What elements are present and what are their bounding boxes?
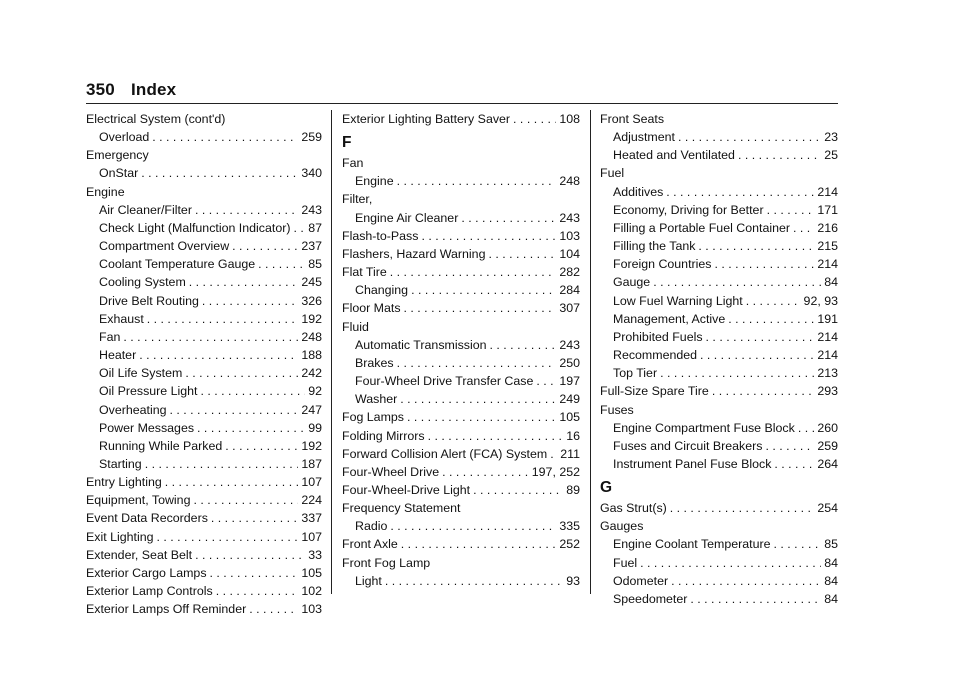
dot-leader [700, 346, 814, 364]
entry-term: Instrument Panel Fuse Block [613, 456, 772, 471]
index-entry [342, 263, 580, 281]
dot-leader [461, 209, 556, 227]
index-entry [86, 473, 322, 491]
index-entry [86, 564, 322, 582]
dot-leader [195, 546, 305, 564]
index-subentry [86, 237, 322, 255]
entry-term: Folding Mirrors [342, 428, 425, 443]
entry-term: Four-Wheel Drive Transfer Case [355, 374, 534, 389]
index-subentry [600, 310, 838, 328]
index-heading: Electrical System (cont'd) [86, 112, 226, 126]
dot-leader [706, 328, 815, 346]
entry-term: Gas Strut(s) [600, 501, 667, 516]
index-heading: Fuses [600, 402, 634, 417]
dot-leader [170, 401, 299, 419]
index-subentry [86, 219, 322, 237]
dot-leader [404, 299, 557, 317]
index-entry [342, 445, 580, 463]
index-entry [342, 427, 580, 445]
entry-term: Filling the Tank [613, 239, 696, 254]
page-number: 350 [86, 80, 115, 99]
dot-leader [390, 517, 556, 535]
dot-leader [390, 263, 557, 281]
entry-page-number: 93 [566, 573, 580, 588]
index-subentry [342, 336, 580, 354]
page-header [86, 80, 176, 100]
entry-term: Drive Belt Routing [99, 293, 199, 308]
entry-term: Front Axle [342, 537, 398, 552]
dot-leader [536, 372, 556, 390]
dot-leader [211, 509, 298, 527]
entry-term: Four-Wheel Drive [342, 464, 440, 479]
index-subentry [600, 554, 838, 572]
entry-term: Management, Active [613, 311, 726, 326]
entry-term: Air Cleaner/Filter [99, 202, 192, 217]
page-title: Index [130, 80, 177, 99]
entry-page-number: 33 [308, 547, 322, 562]
dot-leader [225, 437, 298, 455]
dot-leader [195, 201, 298, 219]
entry-page-number: 237 [301, 239, 322, 254]
entry-page-number: 259 [301, 130, 322, 145]
index-entry [86, 491, 322, 509]
entry-term: Power Messages [99, 420, 195, 435]
index-subentry [86, 310, 322, 328]
index-entry [342, 299, 580, 317]
index-subentry [342, 281, 580, 299]
dot-leader [473, 481, 563, 499]
dot-leader [232, 237, 298, 255]
entry-page-number: 211 [560, 446, 580, 461]
index-entry [86, 528, 322, 546]
entry-page-number: 102 [301, 584, 322, 599]
dot-leader [671, 572, 821, 590]
entry-term: Overload [99, 130, 150, 145]
dot-leader [185, 364, 298, 382]
entry-term: Brakes [355, 355, 394, 370]
entry-term: Event Data Recorders [86, 511, 208, 526]
entry-term: Oil Pressure Light [99, 384, 198, 399]
index-subentry [342, 390, 580, 408]
entry-term: Flash-to-Pass [342, 228, 419, 243]
entry-term: Engine Compartment Fuse Block [613, 420, 795, 435]
entry-term: Equipment, Towing [86, 493, 191, 508]
entry-term: Exterior Lighting Battery Saver [342, 112, 511, 126]
entry-page-number: 25 [824, 148, 838, 163]
dot-leader [293, 219, 305, 237]
index-subentry [342, 209, 580, 227]
dot-leader [401, 535, 557, 553]
index-subentry [600, 183, 838, 201]
index-subentry [600, 128, 838, 146]
entry-page-number: 213 [817, 366, 838, 381]
entry-term: Foreign Countries [613, 257, 712, 272]
entry-page-number: 284 [559, 283, 580, 298]
entry-page-number: 252 [559, 537, 580, 552]
dot-leader [653, 273, 821, 291]
index-entry [600, 382, 838, 400]
index-subentry [342, 517, 580, 535]
dot-leader [765, 437, 814, 455]
index-subentry [600, 292, 838, 310]
entry-page-number: 340 [301, 166, 322, 181]
entry-page-number: 214 [817, 184, 838, 199]
entry-term: Additives [613, 184, 664, 199]
entry-page-number: 192 [301, 311, 322, 326]
dot-leader [690, 590, 821, 608]
index-subentry [600, 328, 838, 346]
dot-leader [513, 110, 556, 128]
section-letter: F [342, 134, 352, 152]
dot-leader [746, 292, 801, 310]
entry-page-number: 214 [817, 257, 838, 272]
index-subentry [86, 255, 322, 273]
entry-page-number: 215 [817, 239, 838, 254]
index-subentry [600, 535, 838, 553]
index-subentry [86, 419, 322, 437]
entry-page-number: 188 [301, 348, 322, 363]
dot-leader [157, 528, 299, 546]
dot-leader [774, 535, 822, 553]
dot-leader [728, 310, 814, 328]
dot-leader [165, 473, 299, 491]
dot-leader [397, 354, 557, 372]
dot-leader [678, 128, 821, 146]
dot-leader [411, 281, 556, 299]
entry-term: Automatic Transmission [355, 337, 487, 352]
entry-term: Fuses and Circuit Breakers [613, 438, 763, 453]
index-column-3 [600, 110, 838, 608]
entry-page-number: 89 [566, 482, 580, 497]
entry-term: Engine Air Cleaner [355, 210, 459, 225]
index-entry [342, 463, 580, 481]
dot-leader [550, 445, 557, 463]
entry-term: Entry Lighting [86, 475, 162, 490]
entry-term: Washer [355, 392, 398, 407]
dot-leader [197, 419, 305, 437]
entry-term: Heater [99, 348, 137, 363]
entry-term: Cooling System [99, 275, 186, 290]
entry-term: Exterior Lamp Controls [86, 584, 213, 599]
entry-page-number: 187 [301, 456, 322, 471]
entry-page-number: 92 [308, 384, 322, 399]
entry-page-number: 248 [559, 174, 580, 189]
index-subentry [86, 273, 322, 291]
dot-leader [385, 572, 563, 590]
entry-term: Floor Mats [342, 301, 401, 316]
index-subentry [600, 455, 838, 473]
entry-term: Compartment Overview [99, 239, 230, 254]
index-column-2 [342, 110, 580, 590]
entry-page-number: 99 [308, 420, 322, 435]
index-entry [342, 227, 580, 245]
dot-leader [141, 164, 298, 182]
entry-page-number: 260 [817, 420, 838, 435]
dot-leader [793, 219, 814, 237]
entry-page-number: 191 [817, 311, 838, 326]
index-subentry [86, 455, 322, 473]
entry-page-number: 84 [824, 275, 838, 290]
entry-page-number: 85 [824, 537, 838, 552]
dot-leader [767, 201, 815, 219]
dot-leader [714, 255, 814, 273]
index-subentry [600, 219, 838, 237]
index-heading: Engine [86, 184, 125, 199]
entry-page-number: 108 [559, 112, 580, 126]
entry-term: Low Fuel Warning Light [613, 293, 743, 308]
column-divider [331, 110, 332, 594]
entry-page-number: 16 [566, 428, 580, 443]
entry-page-number: 243 [301, 202, 322, 217]
entry-page-number: 107 [301, 529, 322, 544]
entry-page-number: 214 [817, 348, 838, 363]
index-subentry [86, 382, 322, 400]
index-entry [86, 582, 322, 600]
entry-page-number: 104 [559, 246, 580, 261]
index-entry [342, 110, 580, 128]
index-entry [342, 245, 580, 263]
index-heading: Filter, [342, 192, 373, 207]
index-entry [342, 481, 580, 499]
index-subentry [600, 255, 838, 273]
entry-page-number: 259 [817, 438, 838, 453]
entry-page-number: 337 [301, 511, 322, 526]
entry-term: Filling a Portable Fuel Container [613, 220, 791, 235]
index-subentry [342, 372, 580, 390]
index-entry [342, 535, 580, 553]
entry-term: Fog Lamps [342, 410, 404, 425]
index-heading: Gauges [600, 519, 644, 534]
index-subentry [86, 346, 322, 364]
entry-term: Extender, Seat Belt [86, 547, 193, 562]
index-subentry [600, 590, 838, 608]
entry-term: Flat Tire [342, 265, 387, 280]
index-entry [86, 600, 322, 618]
entry-page-number: 335 [559, 519, 580, 534]
entry-page-number: 248 [301, 329, 322, 344]
index-subentry [600, 419, 838, 437]
index-subentry [86, 201, 322, 219]
entry-term: Overheating [99, 402, 167, 417]
entry-page-number: 214 [817, 329, 838, 344]
dot-leader [202, 292, 298, 310]
dot-leader [428, 427, 564, 445]
index-heading: Fuel [600, 166, 625, 181]
index-subentry [342, 354, 580, 372]
index-subentry [600, 146, 838, 164]
entry-term: Four-Wheel-Drive Light [342, 482, 471, 497]
dot-leader [193, 491, 298, 509]
dot-leader [660, 364, 814, 382]
index-heading: Front Seats [600, 112, 665, 126]
entry-term: Exit Lighting [86, 529, 154, 544]
dot-leader [488, 245, 556, 263]
entry-page-number: 250 [559, 355, 580, 370]
entry-term: Prohibited Fuels [613, 329, 703, 344]
entry-page-number: 103 [559, 228, 580, 243]
entry-page-number: 23 [824, 130, 838, 145]
entry-term: Starting [99, 456, 142, 471]
entry-page-number: 92, 93 [803, 293, 838, 308]
index-column-1 [86, 110, 322, 618]
index-subentry [86, 437, 322, 455]
dot-leader [712, 382, 815, 400]
entry-page-number: 197 [559, 374, 580, 389]
dot-leader [442, 463, 529, 481]
index-subentry [600, 437, 838, 455]
entry-term: Odometer [613, 573, 669, 588]
entry-page-number: 326 [301, 293, 322, 308]
section-letter: G [600, 479, 613, 497]
header-rule [86, 103, 838, 104]
entry-term: Heated and Ventilated [613, 148, 735, 163]
entry-page-number: 247 [301, 402, 322, 417]
entry-page-number: 192 [301, 438, 322, 453]
dot-leader [397, 172, 557, 190]
dot-leader [666, 183, 814, 201]
entry-page-number: 307 [559, 301, 580, 316]
entry-page-number: 84 [824, 555, 838, 570]
index-heading: Fan [342, 156, 364, 171]
index-subentry [600, 201, 838, 219]
dot-leader [738, 146, 821, 164]
index-subentry [86, 164, 322, 182]
entry-term: Recommended [613, 348, 698, 363]
dot-leader [798, 419, 815, 437]
index-entry [600, 499, 838, 517]
dot-leader [421, 227, 556, 245]
entry-page-number: 84 [824, 591, 838, 606]
dot-leader [152, 128, 298, 146]
index-entry [86, 546, 322, 564]
entry-term: Exterior Cargo Lamps [86, 565, 207, 580]
index-subentry [600, 364, 838, 382]
entry-term: Radio [355, 519, 388, 534]
dot-leader [200, 382, 305, 400]
index-heading: Emergency [86, 148, 149, 163]
entry-page-number: 103 [301, 602, 322, 617]
dot-leader [147, 310, 299, 328]
entry-term: Exterior Lamps Off Reminder [86, 602, 247, 617]
index-entry [86, 509, 322, 527]
entry-term: Adjustment [613, 130, 675, 145]
entry-term: Fuel [613, 555, 638, 570]
column-divider [590, 110, 591, 594]
entry-term: Check Light (Malfunction Indicator) [99, 220, 291, 235]
entry-page-number: 84 [824, 573, 838, 588]
entry-page-number: 216 [817, 220, 838, 235]
index-subentry [86, 128, 322, 146]
dot-leader [189, 273, 299, 291]
dot-leader [670, 499, 815, 517]
entry-page-number: 224 [301, 493, 322, 508]
dot-leader [640, 554, 821, 572]
entry-term: Exhaust [99, 311, 144, 326]
entry-page-number: 242 [301, 366, 322, 381]
dot-leader [490, 336, 557, 354]
dot-leader [258, 255, 305, 273]
entry-page-number: 245 [301, 275, 322, 290]
dot-leader [216, 582, 299, 600]
index-subentry [86, 401, 322, 419]
entry-term: Economy, Driving for Better [613, 202, 764, 217]
index-subentry [600, 346, 838, 364]
entry-term: Top Tier [613, 366, 658, 381]
entry-term: Fan [99, 329, 121, 344]
entry-page-number: 105 [301, 565, 322, 580]
entry-page-number: 197, 252 [531, 464, 580, 479]
entry-page-number: 254 [817, 501, 838, 516]
dot-leader [249, 600, 298, 618]
dot-leader [123, 328, 298, 346]
index-subentry [342, 172, 580, 190]
entry-term: Gauge [613, 275, 651, 290]
entry-term: Flashers, Hazard Warning [342, 246, 486, 261]
entry-term: Forward Collision Alert (FCA) System [342, 446, 548, 461]
entry-term: Oil Life System [99, 366, 183, 381]
entry-term: OnStar [99, 166, 139, 181]
index-subentry [600, 572, 838, 590]
entry-page-number: 87 [308, 220, 322, 235]
entry-page-number: 85 [308, 257, 322, 272]
entry-page-number: 293 [817, 384, 838, 399]
entry-page-number: 249 [559, 392, 580, 407]
dot-leader [698, 237, 814, 255]
entry-page-number: 171 [817, 202, 838, 217]
index-heading: Frequency Statement [342, 501, 461, 516]
index-subentry [600, 273, 838, 291]
index-subentry [86, 292, 322, 310]
entry-term: Engine [355, 174, 394, 189]
dot-leader [139, 346, 298, 364]
index-heading: Fluid [342, 319, 369, 334]
entry-page-number: 264 [817, 456, 838, 471]
index-subentry [600, 237, 838, 255]
dot-leader [407, 408, 556, 426]
index-heading: Front Fog Lamp [342, 555, 431, 570]
entry-term: Coolant Temperature Gauge [99, 257, 256, 272]
index-subentry [86, 364, 322, 382]
entry-term: Speedometer [613, 591, 688, 606]
entry-term: Changing [355, 283, 409, 298]
dot-leader [774, 455, 814, 473]
dot-leader [400, 390, 556, 408]
dot-leader [210, 564, 299, 582]
entry-term: Light [355, 573, 382, 588]
entry-term: Full-Size Spare Tire [600, 384, 709, 399]
entry-page-number: 105 [559, 410, 580, 425]
entry-term: Running While Parked [99, 438, 223, 453]
entry-page-number: 243 [559, 337, 580, 352]
index-subentry [86, 328, 322, 346]
entry-page-number: 282 [559, 265, 580, 280]
entry-term: Engine Coolant Temperature [613, 537, 771, 552]
entry-page-number: 243 [559, 210, 580, 225]
dot-leader [145, 455, 299, 473]
entry-page-number: 107 [301, 475, 322, 490]
index-entry [342, 408, 580, 426]
index-subentry [342, 572, 580, 590]
